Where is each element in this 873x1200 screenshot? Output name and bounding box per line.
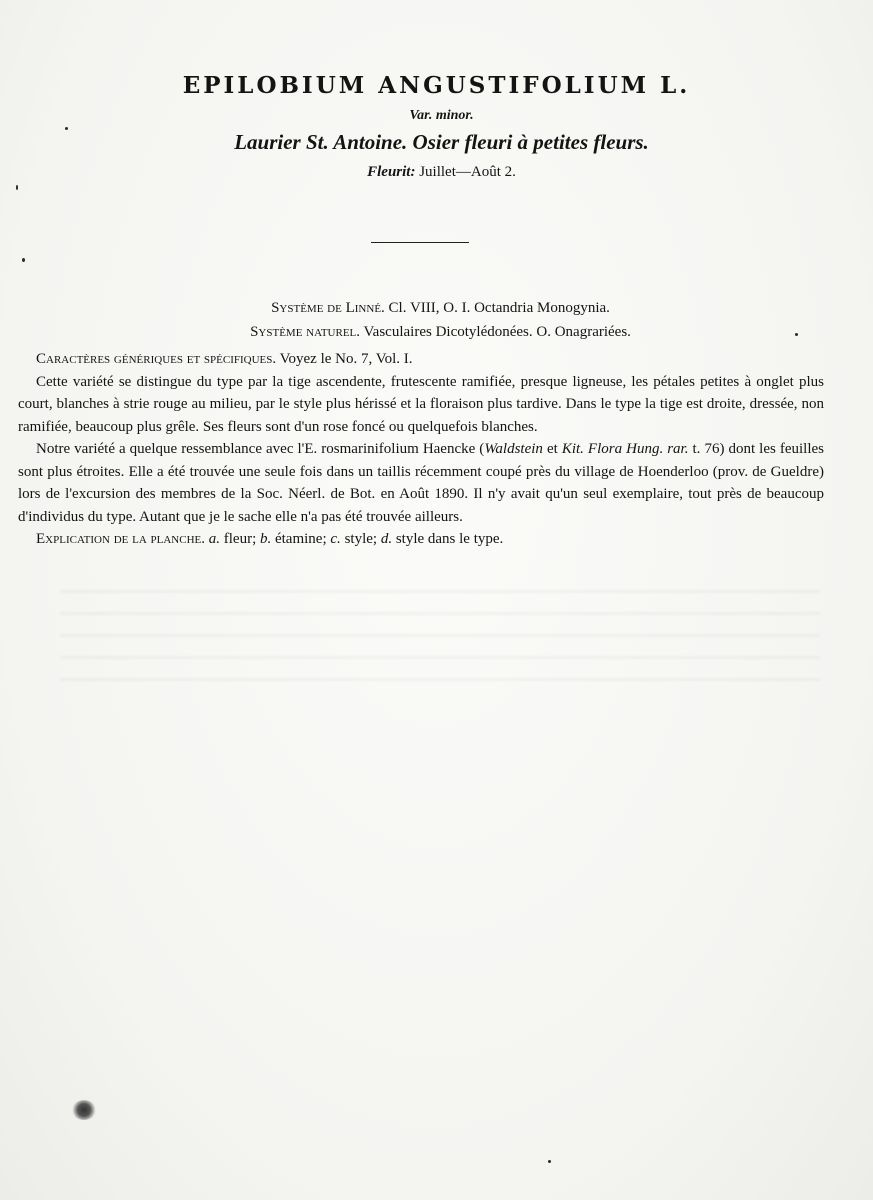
plate-item-b: étamine;	[271, 531, 331, 547]
natural-label: Système naturel.	[250, 324, 361, 340]
comparison-text-c: t. 76) dont les feuilles sont plus étroites. Elle a été trouvée une seule fois dans un taillis récemment coupé près du village de Hoenderloo (prov. de Gueldre) lors de l'excursion des membres de la Soc. Néerl. de Bot. en Août 1890. Il n'y avait qu'un seul exemplaire, tout près de beaucoup d'individus du type. Autant que je le sache elle n'a pas été trouvée ailleurs.	[18, 441, 824, 525]
reference-waldstein: Waldstein	[484, 441, 543, 457]
comparison-text-a: Notre variété a quelque ressemblance avec l'E. rosmarinifolium Haencke (	[36, 441, 485, 457]
common-names: Laurier St. Antoine. Osier fleuri à petites fleurs.	[234, 130, 649, 154]
plate-key-d: d.	[380, 531, 393, 547]
plate-item-c: style;	[340, 531, 381, 547]
characters-paragraph	[18, 348, 824, 371]
characters-text: Voyez le No. 7, Vol. I.	[279, 351, 413, 367]
flowering-label: Fleurit:	[367, 164, 416, 180]
natural-system-line	[0, 324, 873, 341]
linne-value: Cl. VIII, O. I. Octandria Monogynia.	[388, 300, 610, 316]
description-paragraph: Cette variété se distingue du type par la tige ascendente, frutescente ramifiée, presque ligneuse, les pétales petites à onglet plus court, blanches à strie rouge au milieu, par le style plus hérissé et la floraison plus tardive. Dans le type la tige est droite, dressée, non ramifiée, beaucoup plus grêle. Ses fleurs sont d'un rose foncé ou quelquefois blanches.	[18, 373, 824, 435]
variety-line: Var. minor.	[409, 108, 474, 123]
natural-value: Vasculaires Dicotylédonées. O. Onagrariées.	[363, 324, 631, 340]
characters-label: Caractères génériques et spécifiques.	[36, 351, 277, 367]
plate-key-a: a.	[208, 531, 220, 547]
plate-item-d: style dans le type.	[392, 531, 504, 547]
plate-explanation-label: Explication de la planche.	[36, 531, 205, 547]
show-through-text	[60, 590, 820, 700]
paper-speck	[795, 333, 798, 336]
flowering-value: Juillet—Août 2.	[419, 164, 516, 180]
plate-item-a: fleur;	[220, 531, 260, 547]
paper-speck	[16, 185, 18, 190]
linne-system-line	[0, 300, 873, 317]
comparison-paragraph	[18, 438, 824, 528]
comparison-text-b: et	[542, 441, 562, 457]
ink-blot	[72, 1100, 96, 1120]
paper-speck	[65, 127, 68, 130]
flowering-line	[0, 164, 873, 181]
plate-key-c: c.	[330, 531, 341, 547]
section-divider	[371, 242, 469, 243]
plate-key-b: b.	[259, 531, 272, 547]
reference-flora: Kit. Flora Hung. rar.	[561, 441, 689, 457]
linne-label: Système de Linné.	[271, 300, 385, 316]
plate-explanation-paragraph	[18, 528, 824, 551]
paper-speck	[22, 258, 25, 262]
description-body	[18, 348, 824, 551]
species-title: EPILOBIUM ANGUSTIFOLIUM L.	[182, 72, 691, 99]
paper-speck	[548, 1160, 551, 1163]
